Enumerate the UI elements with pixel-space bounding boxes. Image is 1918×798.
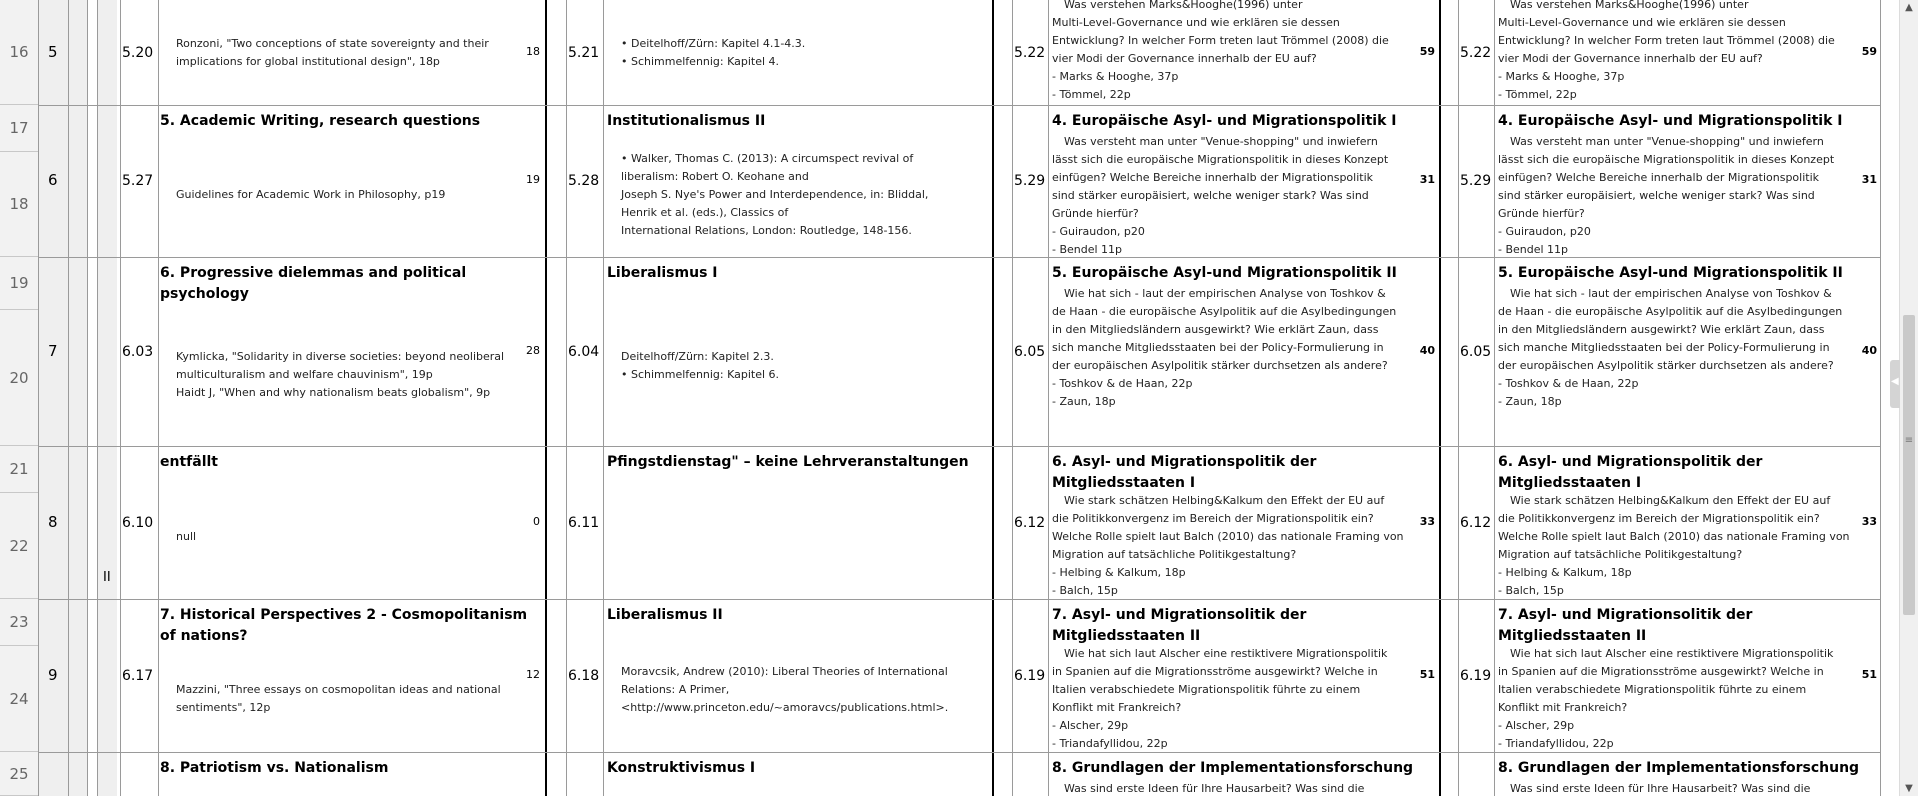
row-number[interactable]: 19	[0, 257, 38, 310]
row-number[interactable]: 22	[0, 493, 38, 599]
col2-session-title[interactable]: Pfingstdienstag" – keine Lehrveranstaltungen	[607, 454, 969, 470]
week-number[interactable]: 6	[48, 171, 58, 189]
row-number[interactable]: 25	[0, 752, 38, 796]
col3-page-count-copy[interactable]: 40	[1861, 343, 1877, 357]
col3-session-reading-copy[interactable]: Wie hat sich - laut der empirischen Analyse von Toshkov & de Haan - die europäische Asylpolitik auf die Asylbedingungen in den Mitgliedsländern ausgewirkt? Wie erklärt Zaun, dass sich manche Mitgliedsstaaten bei der Policy-Formulierung in der europäischen Asylpolitik stärker durchsetzen als andere? - Toshkov & de Haan, 22p - Zaun, 18p	[1498, 287, 1843, 408]
col3-session-title[interactable]: 6. Asyl- und Migrationspolitik der Mitgliedsstaaten I	[1052, 454, 1317, 491]
week-number[interactable]: 9	[48, 665, 58, 684]
side-panel-toggle[interactable]	[1890, 360, 1900, 408]
col1-session-date[interactable]: 5.27	[122, 173, 154, 189]
col3-page-count-copy[interactable]: 31	[1861, 173, 1877, 186]
row-number[interactable]: 20	[0, 310, 38, 446]
col2-session-title[interactable]: Liberalismus II	[607, 607, 723, 623]
col3-session-reading-copy[interactable]: Wie hat sich laut Alscher eine restiktivere Migrationspolitik in Spanien auf die Migrationsströme ausgewirkt? Welche in Italien verabschiedete Migrationspolitik führte zu einem Konflikt mit Frankreich? - Alscher, 29p - Triandafyllidou, 22p	[1498, 647, 1834, 750]
col3-session-reading-copy[interactable]: Was verstehen Marks&Hooghe(1996) unter Multi-Level-Governance und wie erklären sie dessen Entwicklung? In welcher Form treten laut Trömmel (2008) die vier Modi der Governance innerhalb der EU auf? - Marks & Hooghe, 37p - Tömmel, 22p	[1498, 0, 1835, 101]
col3-session-title-copy[interactable]: 5. Europäische Asyl-und Migrationspolitik II	[1498, 265, 1843, 281]
row-number[interactable]: 17	[0, 105, 38, 152]
col3-session-title[interactable]: 5. Europäische Asyl-und Migrationspolitik II	[1052, 265, 1397, 281]
grid-line	[566, 0, 567, 796]
col1-page-count[interactable]: 19	[526, 173, 540, 186]
col1-page-count[interactable]: 0	[533, 514, 540, 528]
grid-line	[1439, 0, 1441, 796]
col2-session-reading[interactable]: Deitelhoff/Zürn: Kapitel 2.3. • Schimmelfennig: Kapitel 6.	[621, 349, 780, 381]
col3-session-date[interactable]: 5.29	[1014, 173, 1046, 189]
col1-session-title[interactable]: 8. Patriotism vs. Nationalism	[160, 760, 389, 776]
col3-session-reading-copy[interactable]: Wie stark schätzen Helbing&Kalkum den Effekt der EU auf die Politikkonvergenz im Bereich der Migrationspolitik ein? Welche Rolle spielt laut Balch (2010) das nationale Framing von Migration auf tatsächliche Politikgestaltung? - Helbing & Kalkum, 18p - Balch, 15p	[1498, 494, 1850, 597]
col2-session-title[interactable]: Konstruktivismus I	[607, 760, 756, 776]
col3-session-reading-copy[interactable]: Was versteht man unter "Venue-shopping" und inwiefern lässt sich die europäische Migrationspolitik in dieses Konzept einfügen? Welche Bereiche innerhalb der Migrationspolitik sind stärker europäisiert, welche weniger stark? Was sind Gründe hierfür? - Guiraudon, p20 - Bendel 11p	[1498, 135, 1835, 256]
col2-session-reading[interactable]: • Deitelhoff/Zürn: Kapitel 4.1-4.3. • Schimmelfennig: Kapitel 4.	[621, 36, 806, 68]
grid-line	[158, 0, 159, 796]
grid-line	[1880, 0, 1881, 796]
grip-icon: ≡	[1904, 435, 1914, 446]
col1-page-count[interactable]: 18	[526, 44, 540, 58]
col3-session-reading[interactable]: Was versteht man unter "Venue-shopping" und inwiefern lässt sich die europäische Migrationspolitik in dieses Konzept einfügen? Welche Bereiche innerhalb der Migrationspolitik sind stärker europäisiert, welche weniger stark? Was sind Gründe hierfür? - Guiraudon, p20 - Bendel 11p	[1052, 135, 1389, 256]
grid-line	[992, 0, 994, 796]
col2-session-date[interactable]: 6.18	[568, 667, 600, 684]
col3-session-reading[interactable]: Was sind erste Ideen für Ihre Hausarbeit? Was sind die	[1064, 782, 1365, 795]
grid-line	[1458, 0, 1459, 796]
grid-line	[1048, 0, 1049, 796]
grid-line	[120, 0, 121, 796]
week-number[interactable]: 7	[48, 341, 58, 360]
col1-session-date[interactable]: 6.10	[122, 514, 154, 531]
grid-line	[1012, 0, 1013, 796]
col1-page-count[interactable]: 28	[526, 343, 540, 357]
col2-session-title[interactable]: Institutionalismus II	[607, 113, 766, 129]
row-number[interactable]: 18	[0, 152, 38, 257]
col3-session-date-copy[interactable]: 6.05	[1460, 343, 1492, 360]
chevron-left-icon: ◀	[1891, 376, 1899, 387]
col3-session-title[interactable]: 4. Europäische Asyl- und Migrationspolitik I	[1052, 113, 1397, 129]
col3-session-reading[interactable]: Wie hat sich laut Alscher eine restiktivere Migrationspolitik in Spanien auf die Migrationsströme ausgewirkt? Welche in Italien verabschiedete Migrationspolitik führte zu einem Konflikt mit Frankreich? - Alscher, 29p - Triandafyllidou, 22p	[1052, 647, 1388, 750]
grid-line	[38, 446, 1880, 447]
col3-session-reading[interactable]: Wie stark schätzen Helbing&Kalkum den Effekt der EU auf die Politikkonvergenz im Bereich der Migrationspolitik ein? Welche Rolle spielt laut Balch (2010) das nationale Framing von Migration auf tatsächliche Politikgestaltung? - Helbing & Kalkum, 18p - Balch, 15p	[1052, 494, 1404, 597]
col3-page-count-copy[interactable]: 33	[1861, 514, 1877, 528]
column-shade	[68, 0, 87, 796]
col3-page-count[interactable]: 33	[1419, 514, 1435, 528]
col1-session-title[interactable]: entfällt	[160, 454, 218, 470]
block-marker: II	[103, 570, 111, 585]
col3-session-date-copy[interactable]: 6.12	[1460, 514, 1492, 531]
grid-line	[68, 0, 69, 796]
col1-page-count[interactable]: 12	[526, 667, 540, 681]
col1-session-reading[interactable]: Ronzoni, "Two conceptions of state sovereignty and their implications for global institutional design", 18p	[176, 36, 489, 68]
col2-session-date[interactable]: 6.04	[568, 343, 600, 360]
col1-session-reading[interactable]: Mazzini, "Three essays on cosmopolitan ideas and national sentiments", 12p	[176, 682, 501, 714]
col3-session-date-copy[interactable]: 5.29	[1460, 173, 1492, 189]
scrollbar-thumb[interactable]	[1903, 315, 1915, 615]
col3-session-title-copy[interactable]: 7. Asyl- und Migrationsolitik der Mitgliedsstaaten II	[1498, 607, 1753, 644]
col1-session-title[interactable]: 6. Progressive dielemmas and political psychology	[160, 265, 467, 302]
col3-session-title-copy[interactable]: 4. Europäische Asyl- und Migrationspolitik I	[1498, 113, 1843, 129]
col3-page-count[interactable]: 51	[1419, 667, 1435, 681]
col3-session-title-copy[interactable]: 8. Grundlagen der Implementationsforschung	[1498, 760, 1860, 776]
col3-page-count-copy[interactable]: 59	[1861, 44, 1877, 58]
col3-page-count[interactable]: 31	[1419, 173, 1435, 186]
col2-session-date[interactable]: 6.11	[568, 514, 600, 531]
col2-session-reading[interactable]: • Walker, Thomas C. (2013): A circumspect revival of liberalism: Robert O. Keohane and Joseph S. Nye's Power and Interdependence, in: Bliddal, Henrik et al. (eds.), Classics of International Relations, London: Routledge, 148-156.	[621, 152, 929, 237]
grid-line	[97, 0, 98, 796]
scroll-down-arrow-icon[interactable]: ▼	[1905, 783, 1913, 794]
row-number[interactable]: 24	[0, 646, 38, 752]
grid-line	[603, 0, 604, 796]
grid-line	[1494, 0, 1495, 796]
col3-session-date[interactable]: 5.22	[1014, 44, 1046, 61]
column-shade	[97, 0, 117, 796]
col1-session-date[interactable]: 6.03	[122, 343, 154, 360]
col3-session-date-copy[interactable]: 5.22	[1460, 44, 1492, 61]
row-number[interactable]: 16	[0, 0, 38, 105]
col3-session-reading[interactable]: Was verstehen Marks&Hooghe(1996) unter Multi-Level-Governance und wie erklären sie dessen Entwicklung? In welcher Form treten laut Trömmel (2008) die vier Modi der Governance innerhalb der EU auf? - Marks & Hooghe, 37p - Tömmel, 22p	[1052, 0, 1389, 101]
grid-line	[38, 0, 39, 796]
row-number[interactable]: 23	[0, 599, 38, 646]
col2-session-date[interactable]: 5.21	[568, 44, 600, 61]
col1-session-title[interactable]: 5. Academic Writing, research questions	[160, 113, 481, 129]
week-number[interactable]: 5	[48, 42, 58, 61]
col3-session-title[interactable]: 7. Asyl- und Migrationsolitik der Mitgliedsstaaten II	[1052, 607, 1307, 644]
col3-session-date[interactable]: 6.05	[1014, 343, 1046, 360]
col1-session-title[interactable]: 7. Historical Perspectives 2 - Cosmopolitanism of nations?	[160, 607, 528, 644]
col3-session-date-copy[interactable]: 6.19	[1460, 667, 1492, 684]
col3-session-reading[interactable]: Wie hat sich - laut der empirischen Analyse von Toshkov & de Haan - die europäische Asylpolitik auf die Asylbedingungen in den Mitgliedsländern ausgewirkt? Wie erklärt Zaun, dass sich manche Mitgliedsstaaten bei der Policy-Formulierung in der europäischen Asylpolitik stärker durchsetzen als andere? - Toshkov & de Haan, 22p - Zaun, 18p	[1052, 287, 1397, 408]
col3-session-date[interactable]: 6.19	[1014, 667, 1046, 684]
row-number[interactable]: 21	[0, 446, 38, 493]
col3-session-title-copy[interactable]: 6. Asyl- und Migrationspolitik der Mitgliedsstaaten I	[1498, 454, 1763, 491]
col2-session-reading[interactable]: Moravcsik, Andrew (2010): Liberal Theories of International Relations: A Primer, <http://www.princeton.edu/~amoravcs/publications.html>.	[621, 664, 949, 714]
col1-session-reading[interactable]: null	[176, 529, 197, 543]
grid-line	[545, 0, 547, 796]
col1-session-reading[interactable]: Kymlicka, "Solidarity in diverse societies: beyond neoliberal multiculturalism and welfare chauvinism", 19p Haidt J, "When and why nationalism beats globalism", 9p	[176, 349, 505, 399]
grid-line	[38, 105, 1880, 106]
col1-session-date[interactable]: 5.20	[122, 44, 154, 61]
col3-session-title[interactable]: 8. Grundlagen der Implementationsforschung	[1052, 760, 1414, 776]
vertical-scrollbar[interactable]	[1899, 0, 1918, 796]
scroll-up-arrow-icon[interactable]: ▲	[1905, 2, 1913, 13]
col3-page-count[interactable]: 40	[1419, 343, 1435, 357]
col2-session-date[interactable]: 5.28	[568, 173, 600, 189]
col3-session-reading-copy[interactable]: Was sind erste Ideen für Ihre Hausarbeit? Was sind die	[1510, 782, 1811, 795]
week-number[interactable]: 8	[48, 512, 58, 531]
col3-page-count[interactable]: 59	[1419, 44, 1435, 58]
col2-session-title[interactable]: Liberalismus I	[607, 265, 718, 281]
col1-session-reading[interactable]: Guidelines for Academic Work in Philosophy, p19	[176, 188, 446, 201]
col3-session-date[interactable]: 6.12	[1014, 514, 1046, 531]
grid-line	[87, 0, 88, 796]
col1-session-date[interactable]: 6.17	[122, 667, 154, 684]
col3-page-count-copy[interactable]: 51	[1861, 667, 1877, 681]
